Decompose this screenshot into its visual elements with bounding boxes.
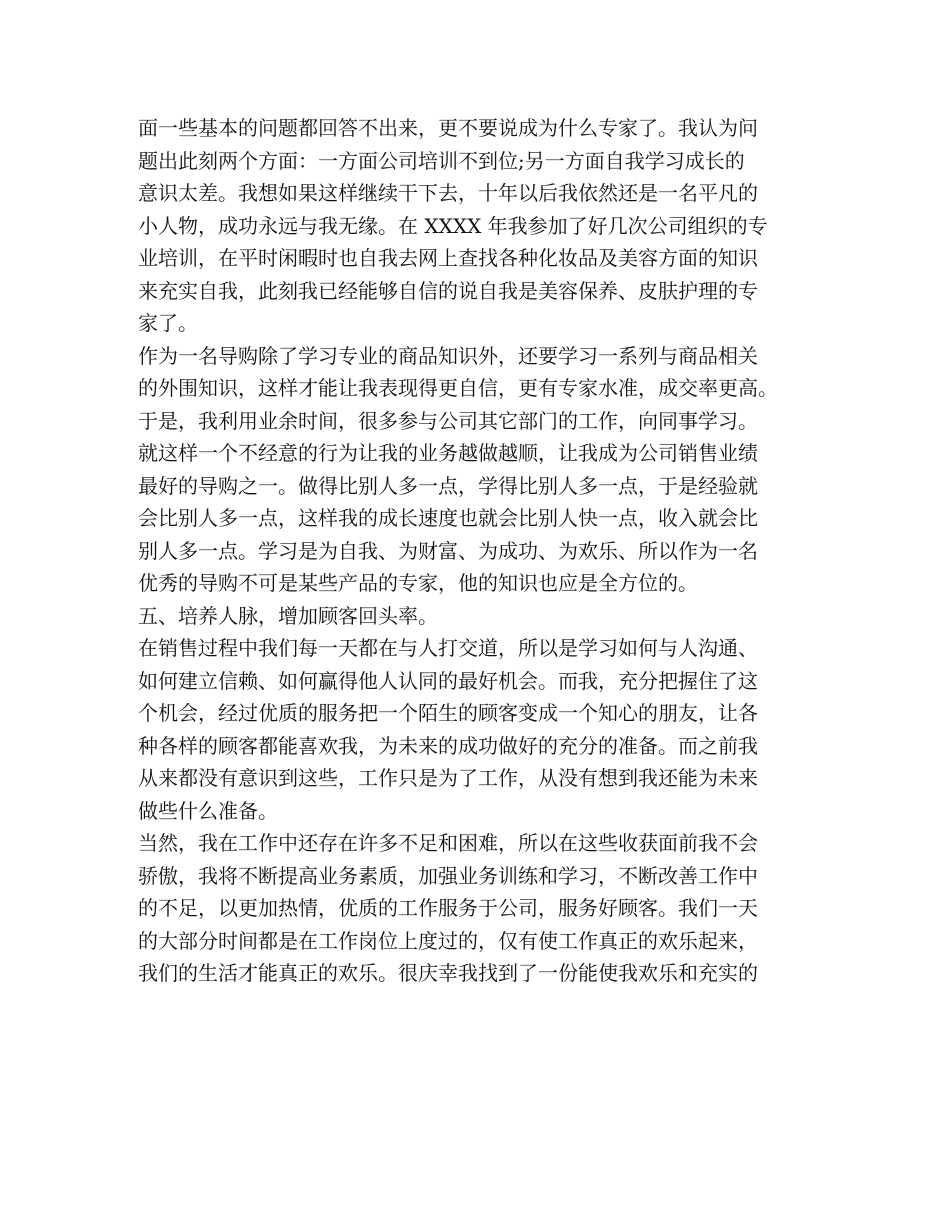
text-line: 的大部分时间都是在工作岗位上度过的，仅有使工作真正的欢乐起来，: [138, 928, 758, 953]
text-line: 当然，我在工作中还存在许多不足和困难，所以在这些收获面前我不会: [138, 831, 758, 855]
text-line: 的不足，以更加热情，优质的工作服务于公司，服务好顾客。我们一天: [138, 896, 758, 920]
text-line: 题出此刻两个方面：一方面公司培训不到位;另一方面自我学习成长的: [138, 148, 745, 173]
text-line: 来充实自我，此刻我已经能够自信的说自我是美容保养、皮肤护理的专: [138, 278, 758, 303]
document-body: [138, 112, 828, 990]
text-line: 做些什么准备。: [138, 798, 278, 823]
text-line: 个机会，经过优质的服务把一个陌生的顾客变成一个知心的朋友，让各: [138, 701, 758, 725]
text-line: 意识太差。我想如果这样继续干下去，十年以后我依然还是一名平凡的: [138, 181, 758, 205]
text-line: 于是，我利用业余时间，很多参与公司其它部门的工作，向同事学习。: [138, 408, 758, 433]
text-line: 作为一名导购除了学习专业的商品知识外，还要学习一系列与商品相关: [138, 343, 758, 368]
text-line: 在销售过程中我们每一天都在与人打交道，所以是学习如何与人沟通、: [138, 636, 758, 660]
text-line: 别人多一点。学习是为自我、为财富、为成功、为欢乐、所以作为一名: [138, 538, 758, 563]
text-line: 业培训，在平时闲暇时也自我去网上查找各种化妆品及美容方面的知识: [138, 246, 758, 270]
text-line: 的外围知识，这样才能让我表现得更自信，更有专家水准，成交率更高。: [138, 376, 778, 400]
text-line: 五、培养人脉，增加顾客回头率。: [138, 603, 438, 628]
text-line: 优秀的导购不可是某些产品的专家，他的知识也应是全方位的。: [138, 571, 698, 595]
text-line: 小人物，成功永远与我无缘。在 XXXX 年我参加了好几次公司组织的专: [138, 213, 768, 238]
text-line: 面一些基本的问题都回答不出来，更不要说成为什么专家了。我认为问: [138, 116, 758, 140]
text-line: 家了。: [138, 311, 198, 335]
text-line: 如何建立信赖、如何赢得他人认同的最好机会。而我，充分把握住了这: [138, 668, 758, 693]
text-line: 会比别人多一点，这样我的成长速度也就会比别人快一点，收入就会比: [138, 506, 758, 530]
text-line: 我们的生活才能真正的欢乐。很庆幸我找到了一份能使我欢乐和充实的: [138, 961, 758, 985]
text-line: 骄傲，我将不断提高业务素质，加强业务训练和学习，不断改善工作中: [138, 863, 758, 888]
text-line: 从来都没有意识到这些，工作只是为了工作，从没有想到我还能为未来: [138, 766, 758, 790]
text-line: 种各样的顾客都能喜欢我，为未来的成功做好的充分的准备。而之前我: [138, 733, 758, 758]
text-line: 最好的导购之一。做得比别人多一点，学得比别人多一点，于是经验就: [138, 473, 758, 498]
text-line: 就这样一个不经意的行为让我的业务越做越顺，让我成为公司销售业绩: [138, 441, 758, 465]
